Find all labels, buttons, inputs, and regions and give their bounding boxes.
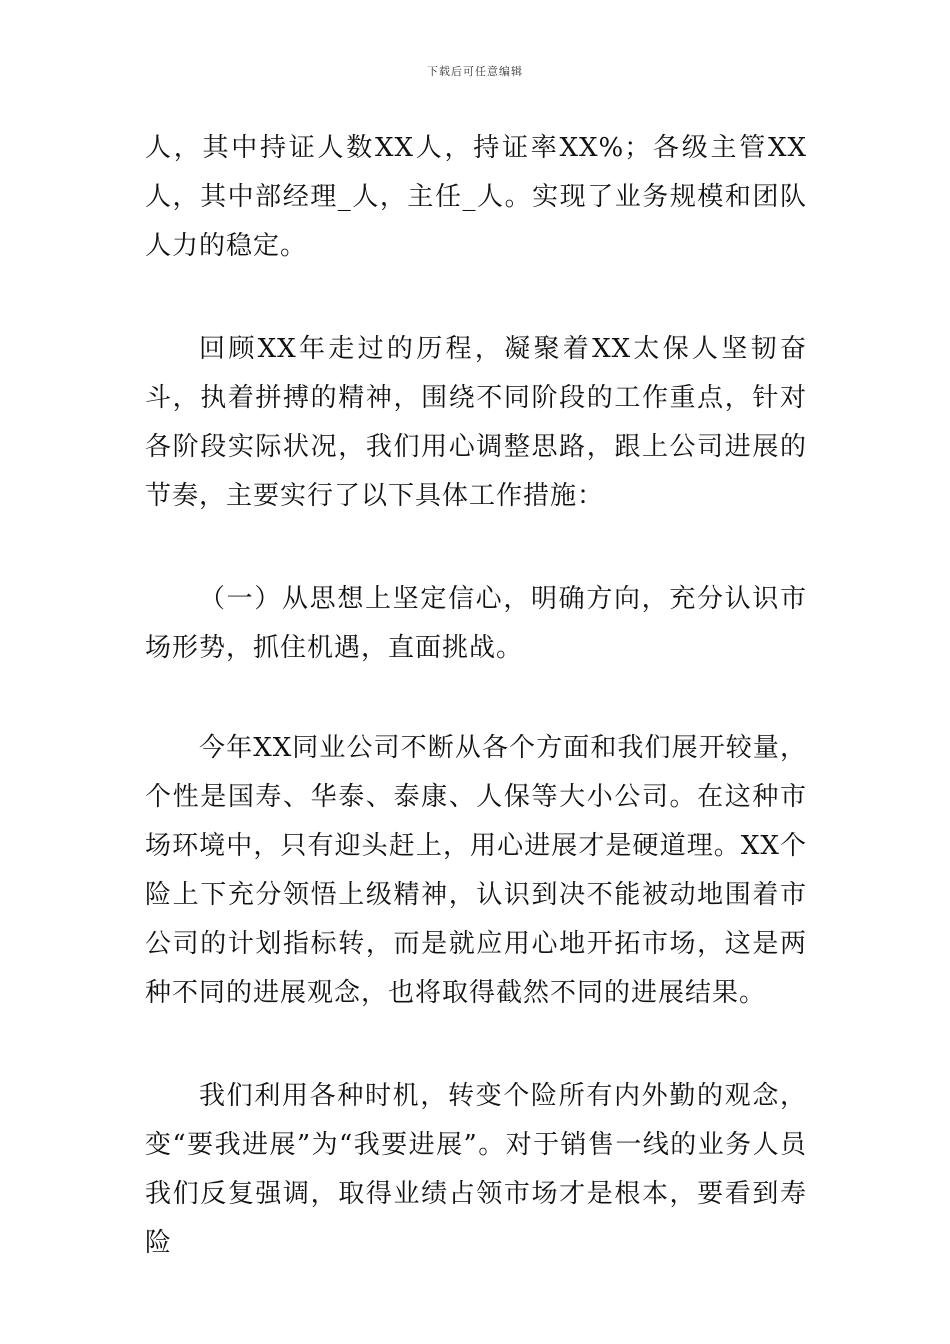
paragraph-3-heading: （一）从思想上坚定信心，明确方向，充分认识市场形势，抓住机遇，直面挑战。 [145, 584, 807, 663]
paragraph-1: 人，其中持证人数XX人，持证率XX%；各级主管XX人，其中部经理_人，主任_人。实现了业务规模和团队人力的稳定。 [145, 133, 807, 261]
paragraph-4: 今年XX同业公司不断从各个方面和我们展开较量，个性是国寿、华泰、泰康、人保等大小公司。在这种市场环境中，只有迎头赶上，用心进展才是硬道理。XX个险上下充分领悟上级精神，认识到决不能被动地围着市公司的计划指标转，而是就应用心地开拓市场，这是两种不同的进展观念，也将取得截然不同的进展结果。 [145, 733, 807, 1008]
paragraph-2: 回顾XX年走过的历程，凝聚着XX太保人坚韧奋斗，执着拼搏的精神，围绕不同阶段的工作重点，针对各阶段实际状况，我们用心调整思路，跟上公司进展的节奏，主要实行了以下具体工作措施： [145, 334, 807, 511]
paragraph-5: 我们利用各种时机，转变个险所有内外勤的观念，变“要我进展”为“我要进展”。对于销售一线的业务人员我们反复强调，取得业绩占领市场才是根本，要看到寿险 [145, 1081, 807, 1258]
page-header-note: 下载后可任意编辑 [427, 65, 523, 78]
